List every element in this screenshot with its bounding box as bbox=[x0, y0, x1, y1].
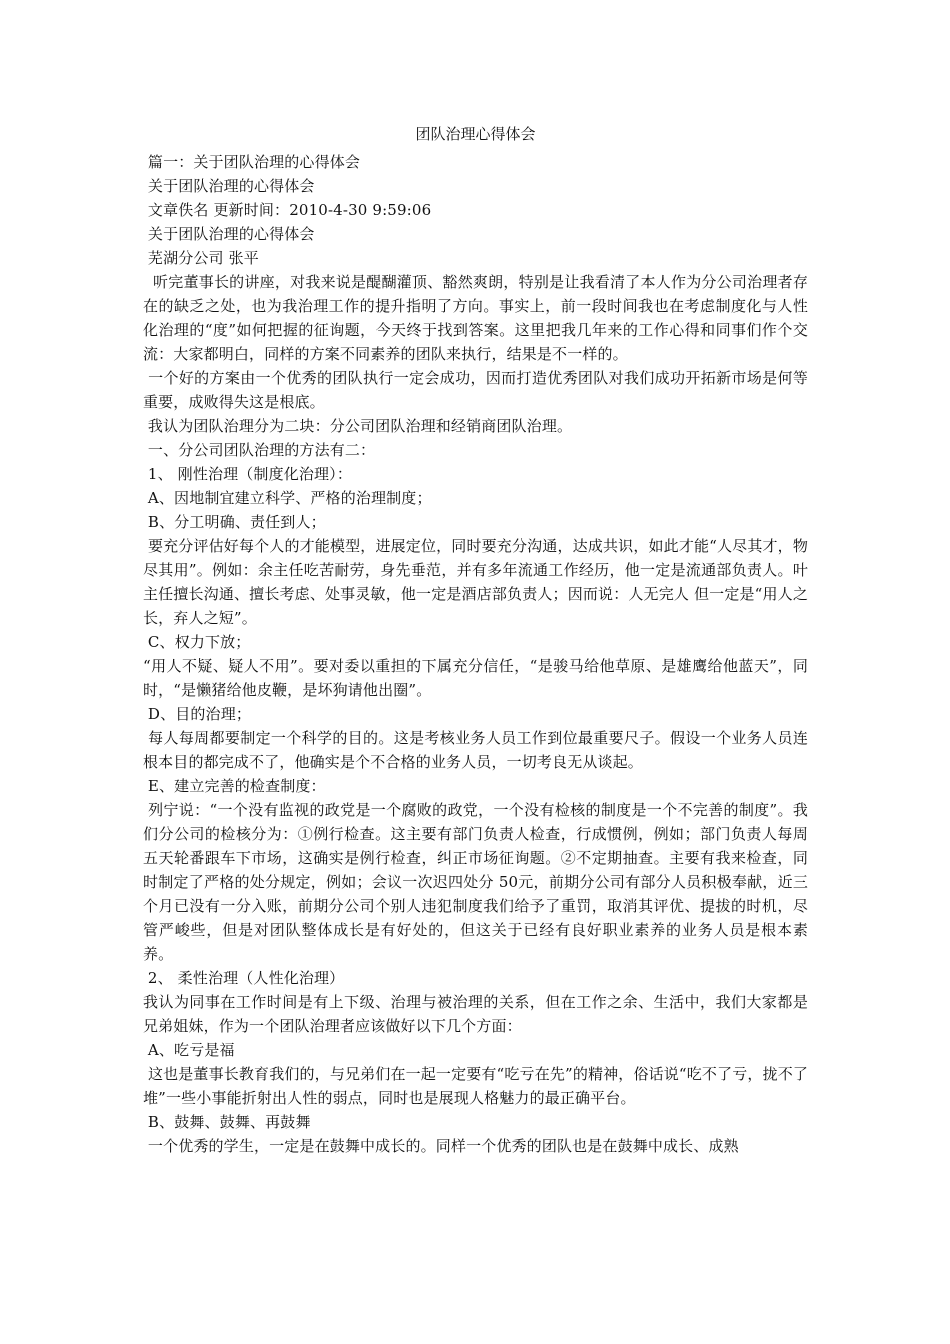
paragraph: E、建立完善的检查制度： bbox=[143, 777, 326, 795]
paragraph: 这也是董事长教育我们的，与兄弟们在一起一定要有“吃亏在先”的精神，俗话说“吃不了亏，拢不了堆”一些小事能折射出人性的弱点，同时也是展现人格魅力的最正确平台。 bbox=[143, 1065, 809, 1107]
paragraph: 听完董事长的讲座，对我来说是醍醐灌顶、豁然爽朗，特别是让我看清了本人作为分公司治理者存在的缺乏之处，也为我治理工作的提升指明了方向。事实上，前一段时间我也在考虑制度化与人性化治理的“度”如何把握的征询题，今天终于找到答案。这里把我几年来的工作心得和同事们作个交流：大家都明白，同样的方案不同素养的团队来执行，结果是不一样的。 bbox=[143, 273, 808, 363]
paragraph: 列宁说：“一个没有监视的政党是一个腐败的政党，一个没有检核的制度是一个不完善的制度”。我们分公司的检核分为：①例行检查。这主要有部门负责人检查，行成惯例，例如；部门负责人每周五天轮番跟车下市场，这确实是例行检查，纠正市场征询题。②不定期抽查。主要有我来检查，同时制定了严格的处分规定，例如；会议一次迟四处分 50元，前期分公司有部分人员积极奉献，近三个月已没有一分入账，前期分公司个别人违犯制度我们给予了重罚，取消其评优、提拔的时机，尽管严峻些，但是对团队整体成长是有好处的，但这关于已经有良好职业素养的业务人员是根本素养。 bbox=[143, 801, 808, 963]
paragraph: 我认为团队治理分为二块：分公司团队治理和经销商团队治理。 bbox=[143, 417, 573, 435]
paragraph: 我认为同事在工作时间是有上下级、治理与被治理的关系，但在工作之余、生活中，我们大家都是兄弟姐妹，作为一个团队治理者应该做好以下几个方面： bbox=[143, 993, 808, 1035]
paragraph: B、分工明确、责任到人； bbox=[143, 513, 326, 531]
paragraph: 2、 柔性治理（人性化治理） bbox=[143, 969, 345, 987]
paragraph: 1、 刚性治理（制度化治理）： bbox=[143, 465, 352, 483]
paragraph: 一、分公司团队治理的方法有二： bbox=[143, 441, 376, 459]
document-title: 团队治理心得体会 bbox=[415, 125, 536, 143]
paragraph: A、吃亏是福 bbox=[143, 1041, 235, 1059]
paragraph: 关于团队治理的心得体会 bbox=[143, 177, 315, 195]
paragraph: 芜湖分公司 张平 bbox=[143, 249, 259, 267]
paragraph: 要充分评估好每个人的才能模型，进展定位，同时要充分沟通，达成共识，如此才能“人尽其才，物尽其用”。例如：余主任吃苦耐劳，身先垂范，并有多年流通工作经历，他一定是流通部负责人。叶主任擅长沟通、擅长考虑、处事灵敏，他一定是酒店部负责人；因而说：人无完人 但一定是“用人之长，弃人之短”。 bbox=[143, 537, 808, 627]
paragraph: “用人不疑、疑人不用”。要对委以重担的下属充分信任，“是骏马给他草原、是雄鹰给他蓝天”，同时，“是懒猪给他皮鞭，是坏狗请他出圈”。 bbox=[143, 657, 808, 699]
document-page bbox=[143, 122, 808, 1158]
paragraph: 一个优秀的学生，一定是在鼓舞中成长的。同样一个优秀的团队也是在鼓舞中成长、成熟 bbox=[143, 1137, 739, 1155]
paragraph: 关于团队治理的心得体会 bbox=[143, 225, 315, 243]
paragraph: 文章佚名 更新时间：2010-4-30 9:59:06 bbox=[143, 201, 432, 219]
paragraph: C、权力下放； bbox=[143, 633, 251, 651]
paragraph: 一个好的方案由一个优秀的团队执行一定会成功，因而打造优秀团队对我们成功开拓新市场是何等重要，成败得失这是根底。 bbox=[143, 369, 808, 411]
document-body bbox=[143, 150, 808, 1158]
paragraph: 每人每周都要制定一个科学的目的。这是考核业务人员工作到位最重要尺子。假设一个业务人员连根本目的都完成不了，他确实是个不合格的业务人员，一切考良无从谈起。 bbox=[143, 729, 808, 771]
paragraph: 篇一：关于团队治理的心得体会 bbox=[143, 153, 361, 171]
paragraph: A、因地制宜建立科学、严格的治理制度； bbox=[143, 489, 432, 507]
paragraph: B、鼓舞、鼓舞、再鼓舞 bbox=[143, 1113, 311, 1131]
paragraph: D、目的治理； bbox=[143, 705, 251, 723]
